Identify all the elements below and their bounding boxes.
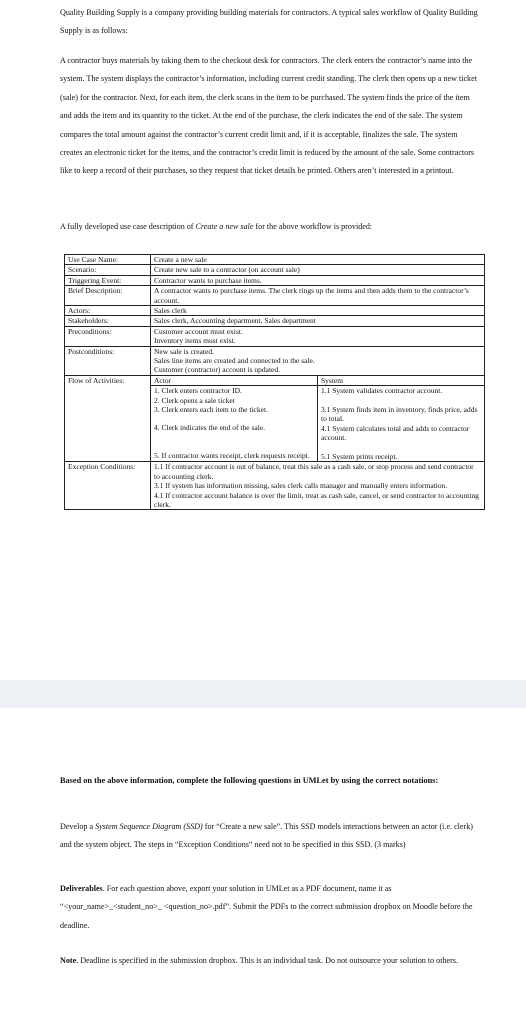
develop-before: Develop a (60, 822, 96, 831)
actor-step: 5. If contractor wants receipt, clerk requests receipt. (154, 451, 310, 461)
deliverables-text: . For each question above, export your solution in UMLet as a PDF document, name it as “<your_name>_<student_no>_ <question_no>.pdf”. Submit the PDFs to the correct submission dropbox on Moodle before the deadline. (60, 884, 473, 930)
postcondition: Customer (contractor) account is updated. (154, 365, 280, 375)
row-label: Exception Conditions: (65, 462, 151, 510)
row-value: Create new sale to a contractor (on account sale) (151, 265, 485, 275)
intro-before: A fully developed use case description of (60, 222, 196, 231)
row-value: Create a new sale (151, 255, 485, 265)
document-page-2 (0, 708, 526, 1024)
row-label: Scenario: (65, 265, 151, 275)
deliverables-paragraph (60, 880, 480, 935)
table-row (65, 346, 485, 375)
workflow-text: A contractor buys materials by taking them to the checkout desk for contractors. The clerk enters the contractor’s name into the system. The system displays the contractor’s information, including current credit standing. The clerk then opens up a new ticket (sale) for the contractor. Next, for each item, the clerk scans in the item to be purchased. The system finds the price of the item and adds the item and its quantity to the ticket. At the end of the purchase, the clerk indicates the end of the sale. The system compares the total amount against the contractor’s current credit limit and, if it is acceptable, finalizes the sale. The system creates an electronic ticket for the items, and the contractor’s credit limit is reduced by the amount of the sale. Some contractors like to keep a record of their purchases, so they request that ticket details be printed. Others aren’t interested in a printout. (60, 56, 477, 176)
table-row (65, 326, 485, 346)
row-label: Brief Description: (65, 286, 151, 306)
flow-header-row (151, 376, 484, 386)
row-value (151, 462, 485, 510)
row-value: A contractor wants to purchase items. The clerk rings up the items and then adds them to the contractor’s account. (151, 286, 485, 306)
deliverables-label: Deliverables (60, 884, 103, 893)
row-value: Sales clerk, Accounting department, Sales department (151, 316, 485, 326)
precondition: Inventory items must exist. (154, 336, 236, 346)
develop-after: for “Create a new sale”. This SSD models interactions between an actor (i.e. clerk) and the system object. The steps in “Exception Conditions” need not to be specified in this SSD. (3 marks) (60, 822, 473, 850)
system-step: 4.1 System calculates total and adds to contractor account. (321, 423, 470, 443)
exception-item: 3.1 If system has information missing, sales clerk calls manager and manually enters information. (154, 481, 448, 491)
note-text: . Deadline is specified in the submission dropbox. This is an individual task. Do not outsource your solution to others. (76, 956, 458, 965)
row-label: Preconditions: (65, 326, 151, 346)
postcondition: New sale is created. (154, 346, 214, 356)
row-value (151, 326, 485, 346)
actor-step: 1. Clerk enters contractor ID. (154, 386, 242, 396)
table-row (65, 375, 485, 461)
table-row (65, 255, 485, 265)
intro-line (60, 218, 480, 236)
postcondition: Sales line items are created and connected to the sale. (154, 356, 315, 366)
row-label: Stakeholders: (65, 316, 151, 326)
flow-cell (151, 375, 485, 461)
flow-table (151, 376, 484, 461)
row-label: Flow of Activities: (65, 375, 151, 461)
intro-italic: Create a new sale (195, 222, 254, 231)
actor-step: 2. Clerk opens a sale ticket (154, 395, 235, 405)
table-row (65, 316, 485, 326)
lead-paragraph (60, 4, 480, 41)
row-label: Triggering Event: (65, 275, 151, 285)
intro-after: for the above workflow is provided: (253, 222, 373, 231)
row-label: Use Case Name: (65, 255, 151, 265)
row-label: Postconditions: (65, 346, 151, 375)
row-label: Actors: (65, 306, 151, 316)
precondition: Customer account must exist. (154, 326, 243, 336)
system-step: 5.1 System prints receipt. (321, 451, 398, 461)
actor-steps (151, 386, 318, 462)
exception-item: 1.1 If contractor account is out of balance, treat this sale as a cash sale, or stop process and send contractor to accounting clerk. (154, 462, 474, 481)
system-steps (318, 386, 485, 462)
table-row (65, 265, 485, 275)
develop-italic: System Sequence Diagram (SSD) (95, 822, 203, 831)
row-value (151, 346, 485, 375)
questions-heading: Based on the above information, complete the following questions in UMLet by using the correct notations: (60, 776, 439, 785)
row-value: Contractor wants to purchase items. (151, 275, 485, 285)
develop-paragraph (60, 818, 480, 855)
flow-body-row (151, 386, 484, 462)
actor-header: Actor (151, 376, 318, 386)
lead-text: Quality Building Supply is a company providing building materials for contractors. A typical sales workflow of Quality Building Supply is as follows: (60, 8, 478, 36)
table-row (65, 275, 485, 285)
system-step: 1.1 System validates contractor account. (321, 386, 443, 396)
page-gap (0, 680, 526, 708)
system-step: 3.1 System finds item in inventory, finds price, adds to total. (321, 405, 478, 424)
use-case-table (64, 254, 485, 510)
note-label: Note (60, 956, 77, 965)
system-header: System (318, 376, 485, 386)
table-row (65, 462, 485, 510)
workflow-paragraph (60, 52, 480, 181)
row-value: Sales clerk (151, 306, 485, 316)
actor-step: 4. Clerk indicates the end of the sale. (154, 423, 266, 433)
table-row (65, 286, 485, 306)
note-paragraph (60, 952, 480, 970)
table-row (65, 306, 485, 316)
actor-step: 3. Clerk enters each item to the ticket. (154, 405, 268, 415)
exception-item: 4.1 If contractor account balance is over the limit, treat as cash sale, cancel, or send contractor to accounting clerk. (154, 490, 479, 509)
